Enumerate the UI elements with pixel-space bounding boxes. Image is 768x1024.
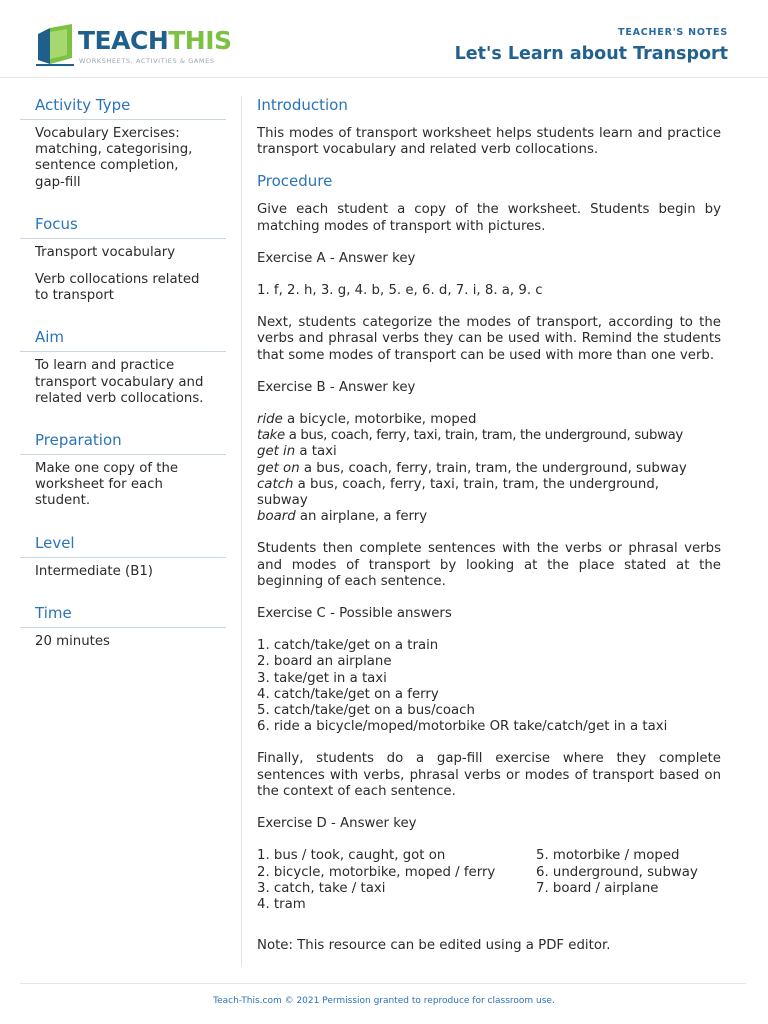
answer-line: 4. catch/take/get on a ferry <box>257 686 439 702</box>
text-line: worksheet for each <box>35 477 163 493</box>
verb: ride <box>257 412 283 428</box>
teach-this-logo[interactable] <box>36 24 232 68</box>
answer-line: 1. catch/take/get on a train <box>257 638 439 654</box>
logo-wordmark <box>78 26 232 55</box>
answer-line: 2. bicycle, motorbike, moped / ferry <box>257 864 496 880</box>
editor-note: Note: This resource can be edited using a PDF editor. <box>257 938 611 954</box>
exercise-a-answers: 1. f, 2. h, 3. g, 4. b, 5. e, 6. d, 7. i, 8. a, 9. c <box>257 283 543 299</box>
exercise-b-title: Exercise B - Answer key <box>257 379 416 395</box>
verb: get in <box>257 444 296 460</box>
answer-line <box>257 428 721 444</box>
notes-label: TEACHER'S NOTES <box>618 27 728 38</box>
answer-line <box>257 444 721 460</box>
answer-text: subway <box>257 493 308 509</box>
text-line: Transport vocabulary <box>35 244 176 260</box>
text-line: 20 minutes <box>35 633 110 649</box>
answer-text: an airplane, a ferry <box>295 509 428 525</box>
text-line: To learn and practice <box>35 358 175 374</box>
answer-line <box>257 412 721 428</box>
answer-line: 5. catch/take/get on a bus/coach <box>257 703 475 719</box>
answer-line: 3. catch, take / taxi <box>257 880 386 896</box>
answer-line <box>257 461 721 477</box>
text-line: Intermediate (B1) <box>35 563 153 579</box>
text-line: Verb collocations related <box>35 272 200 288</box>
section-level <box>20 530 226 580</box>
answer-line <box>257 509 721 525</box>
section-title: Focus <box>20 211 226 239</box>
footer-copyright: Teach-This.com © 2021 Permission granted to reproduce for classroom use. <box>213 996 555 1006</box>
exercise-a-title: Exercise A - Answer key <box>257 250 416 266</box>
book-logo-icon <box>36 24 76 66</box>
text-line: sentence completion, <box>35 158 179 174</box>
section-aim <box>20 324 226 407</box>
text-line: student. <box>35 493 91 509</box>
text-line: Make one copy of the <box>35 461 179 477</box>
page-title: Let's Learn about Transport <box>454 44 728 64</box>
answer-line: 3. take/get in a taxi <box>257 670 387 686</box>
section-title: Preparation <box>20 427 226 455</box>
logo-word-this: THIS <box>168 26 232 55</box>
text-line: gap-fill <box>35 174 81 190</box>
verb: board <box>257 509 296 525</box>
answer-line: 1. bus / took, caught, got on <box>257 848 446 864</box>
answer-text: a bicycle, motorbike, moped <box>282 412 477 428</box>
answer-line: 7. board / airplane <box>536 880 659 896</box>
exercise-c-title: Exercise C - Possible answers <box>257 606 452 622</box>
answers-column-left <box>257 848 536 913</box>
verb: catch <box>257 476 294 492</box>
section-preparation <box>20 427 226 510</box>
text-line: to transport <box>35 288 115 304</box>
text-line: Vocabulary Exercises: <box>35 126 180 141</box>
sidebar <box>20 92 226 661</box>
main-content <box>257 92 721 954</box>
procedure-paragraph-1: Give each student a copy of the worksheet. Students begin by matching modes of transport with pictures. <box>257 202 721 234</box>
answer-line: 6. underground, subway <box>536 864 698 880</box>
procedure-paragraph-2: Next, students categorize the modes of transport, according to the verbs and phrasal verbs they can be used with. Remind the students that some modes of transport can be used with more than one verb. <box>257 315 721 363</box>
logo-word-teach: TEACH <box>78 26 169 55</box>
exercise-d-answers <box>257 848 721 913</box>
introduction-text: This modes of transport worksheet helps students learn and practice transport vocabulary and related verb collocations. <box>257 126 721 158</box>
procedure-paragraph-4: Finally, students do a gap-fill exercise where they complete sentences with verbs, phrasal verbs or modes of transport based on the context of each sentence. <box>257 751 721 799</box>
footer-divider <box>20 983 746 984</box>
answer-text: a bus, coach, ferry, taxi, train, tram, the underground, <box>293 476 659 492</box>
answer-line: 5. motorbike / moped <box>536 848 680 864</box>
exercise-c-answers <box>257 638 721 735</box>
section-title: Aim <box>20 324 226 352</box>
procedure-heading: Procedure <box>257 172 333 191</box>
answer-line: 4. tram <box>257 896 306 912</box>
text-line: transport vocabulary and <box>35 374 204 390</box>
answer-line: 6. ride a bicycle/moped/motorbike OR take/catch/get in a taxi <box>257 719 668 735</box>
section-title: Level <box>20 530 226 558</box>
answer-text: a bus, coach, ferry, taxi, train, tram, the underground, subway <box>284 428 683 444</box>
page-header <box>0 0 768 78</box>
section-time <box>20 600 226 650</box>
verb: get on <box>257 460 300 476</box>
answer-line: 2. board an airplane <box>257 654 392 670</box>
answers-column-right <box>536 848 721 913</box>
section-focus <box>20 211 226 305</box>
section-activity-type <box>20 92 226 191</box>
text-line: matching, categorising, <box>35 142 193 158</box>
exercise-b-answers <box>257 412 721 525</box>
section-title: Activity Type <box>20 92 226 120</box>
section-title: Time <box>20 600 226 628</box>
logo-tagline: WORKSHEETS, ACTIVITIES & GAMES <box>79 57 215 65</box>
answer-line <box>257 493 721 509</box>
exercise-d-title: Exercise D - Answer key <box>257 816 417 832</box>
verb: take <box>257 428 285 444</box>
procedure-paragraph-3: Students then complete sentences with the verbs or phrasal verbs and modes of transport by looking at the place stated at the beginning of each sentence. <box>257 541 721 589</box>
answer-line <box>257 477 721 493</box>
introduction-heading: Introduction <box>257 96 348 114</box>
column-divider <box>241 96 242 966</box>
answer-text: a taxi <box>295 444 337 460</box>
answer-text: a bus, coach, ferry, train, tram, the underground, subway <box>299 460 687 476</box>
text-line: related verb collocations. <box>35 390 204 406</box>
